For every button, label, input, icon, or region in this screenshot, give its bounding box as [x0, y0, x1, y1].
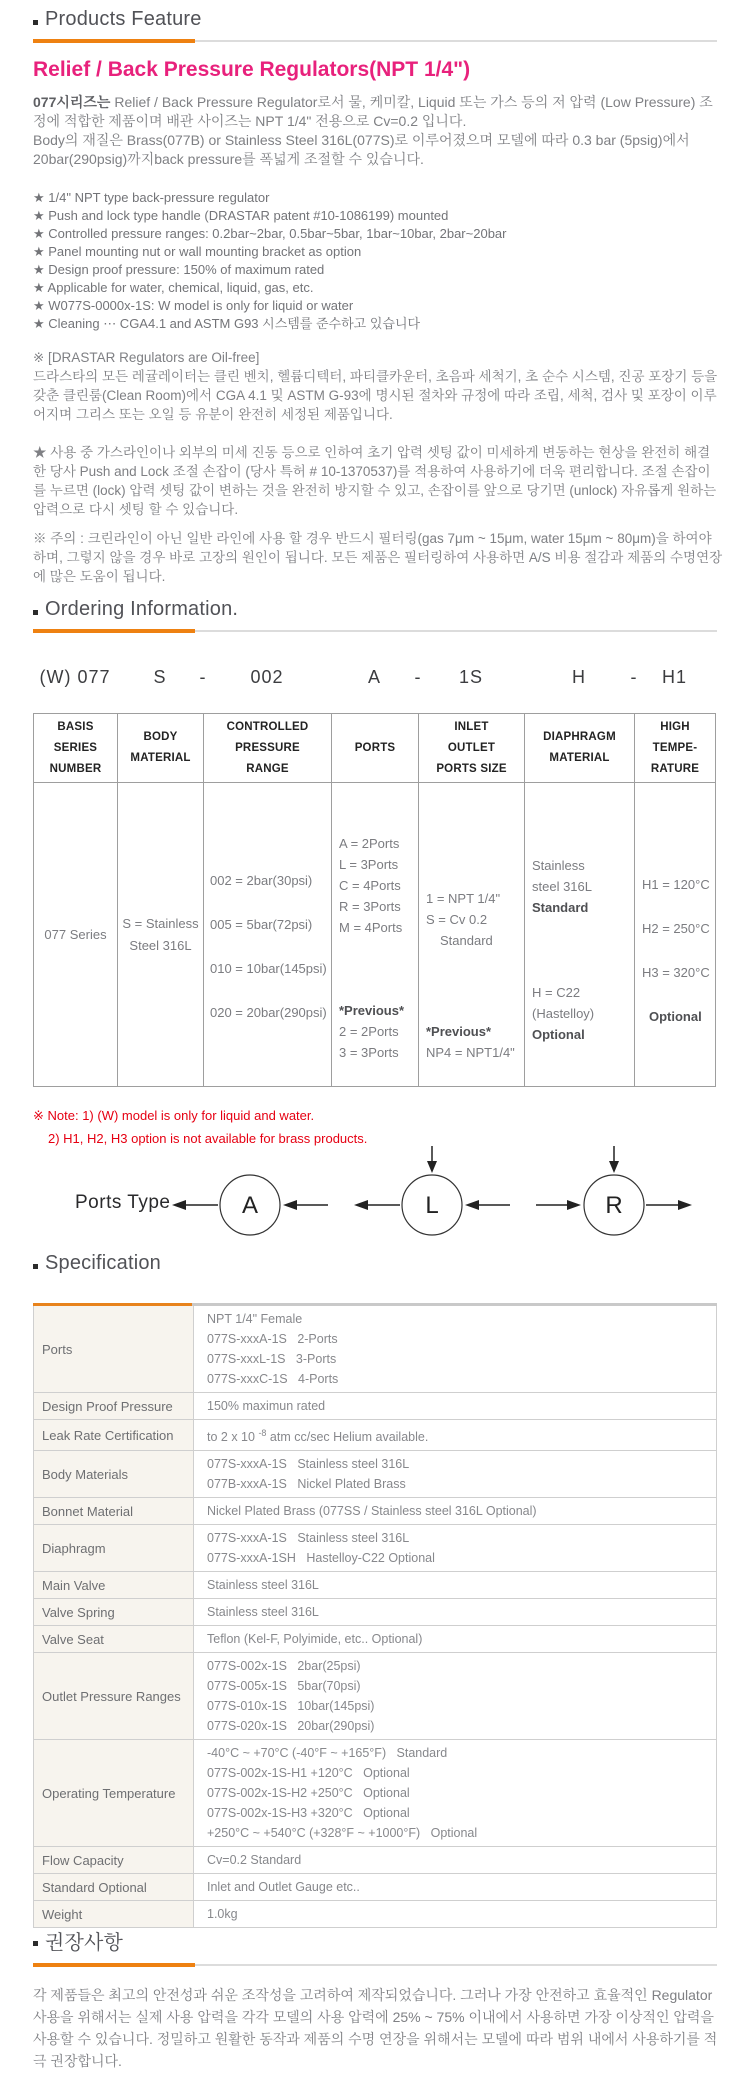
section-divider [33, 630, 717, 632]
feature-item: ★ Cleaning ⋯ CGA4.1 and ASTM G93 시스템를 준수하고 있습니다 [33, 316, 421, 331]
code-temp: H1 [661, 666, 687, 687]
section-title: 권장사항 [45, 1932, 124, 1954]
ports-type-label: Ports Type [75, 1192, 171, 1213]
spec-row-bonnet-material: Bonnet Material Nickel Plated Brass (077SS / Stainless steel 316L Optional) [34, 1498, 716, 1525]
intro-text: Relief / Back Pressure Regulator로서 물, 케미칼, Liquid 또는 가스 등의 저 압력 (Low Pressure) 조정에 적합한 제품이며 배관 사이즈는 NPT 1/4" 전용으로 Cv=0.2 입니다. [33, 94, 713, 129]
col-header-high-temperature: HIGH TEMPE- RATURE [635, 714, 716, 783]
feature-item: ★ Applicable for water, chemical, liquid, gas, etc. [33, 280, 314, 295]
square-bullet-icon [33, 1941, 38, 1946]
col-header-basis: BASIS SERIES NUMBER [34, 714, 118, 783]
note-line: ※ Note: 1) (W) model is only for liquid and water. [33, 1108, 315, 1123]
specification-table [33, 1303, 717, 1928]
spec-row-standard-optional: Standard Optional Inlet and Outlet Gauge etc.. [34, 1874, 716, 1901]
cell-ports: A = 2Ports L = 3Ports C = 4Ports R = 3Ports M = 4Ports *Previous* 2 = 2Ports 3 = 3Ports [332, 783, 419, 1087]
note-line: 2) H1, H2, H3 option is not available for brass products. [48, 1131, 368, 1146]
port-circle-label-a: A [241, 1192, 259, 1219]
col-header-pressure-range: CONTROLLED PRESSURE RANGE [204, 714, 332, 783]
port-circle-label-r: R [605, 1192, 623, 1219]
page-title: Relief / Back Pressure Regulators(NPT 1/4") [33, 58, 471, 81]
feature-item: ★ 1/4" NPT type back-pressure regulator [33, 190, 270, 205]
spec-row-flow-capacity: Flow Capacity Cv=0.2 Standard [34, 1847, 716, 1874]
spec-row-leak-rate: Leak Rate Certification to 2 x 10 $^{-8}$ atm cc/sec Helium available. [34, 1420, 716, 1451]
code-pressure: 002 [250, 666, 284, 687]
spec-row-weight: Weight 1.0kg [34, 1901, 716, 1928]
col-header-inlet-outlet: INLET OUTLET PORTS SIZE [419, 714, 525, 783]
cell-pressure-range: 002 = 2bar(30psi) 005 = 5bar(72psi) 010 = 10bar(145psi) 020 = 20bar(290psi) [204, 783, 332, 1087]
code-ports: A [367, 666, 381, 687]
spec-row-outlet-pressure-ranges: Outlet Pressure Ranges 077S-002x-1S 2bar(25psi) 077S-005x-1S 5bar(70psi) 077S-010x-1S 10bar(145psi) 077S-020x-1S 20bar(290psi) [34, 1653, 716, 1740]
section-title: Products Feature [45, 8, 202, 30]
intro-text-line2: Body의 재질은 Brass(077B) or Stainless Steel 316L(077S)로 이루어졌으며 모델에 따라 0.3 bar (5psig)에서 20bar(290psig)까지back pressure를 폭넓게 조절할 수 있습니다. [33, 132, 690, 167]
cell-inlet-outlet: 1 = NPT 1/4" S = Cv 0.2 Standard *Previous* NP4 = NPT1/4" [419, 783, 525, 1087]
notice-paragraph: ※ 주의 : 크린라인이 아닌 일반 라인에 사용 할 경우 반드시 필터링(gas 7μm ~ 15μm, water 15μm ~ 80μm)을 하여야 하며, 그렇지 않을 경우 바로 고장의 원인이 됩니다. 모든 제품은 필터링하여 사용하면 A/S 비용 절감과 제품의 수명연장에 많은 도움이 됩니다. [33, 531, 723, 584]
square-bullet-icon [33, 20, 38, 25]
col-header-body-material: BODY MATERIAL [118, 714, 204, 783]
code-inlet: 1S [458, 666, 484, 687]
cell-basis: 077 Series [34, 783, 118, 1087]
recommendation-paragraph: 각 제품들은 최고의 안전성과 쉬운 조작성을 고려하여 제작되었습니다. 그러나 가장 안전하고 효율적인 Regulator 사용을 위해서는 실제 사용 압력을 각각 모델의 사용 압력에 25% ~ 75% 이내에서 사용하면 가장 이상적인 압력을 사용할 수 있습니다. 정밀하고 원활한 동작과 제품의 수명 연장을 위해서는 모델에 따라 범위 내에서 사용하기를 적극 권장합니다. [33, 1987, 718, 2069]
feature-item: ★ Design proof pressure: 150% of maximum rated [33, 262, 325, 277]
square-bullet-icon [33, 610, 38, 615]
spec-row-body-materials: Body Materials 077S-xxxA-1S Stainless steel 316L 077B-xxxA-1S Nickel Plated Brass [34, 1451, 716, 1498]
code-body-material: S [153, 666, 167, 687]
spec-row-ports: Ports NPT 1/4" Female 077S-xxxA-1S 2-Ports 077S-xxxL-1S 3-Ports 077S-xxxC-1S 4-Ports [34, 1306, 716, 1393]
intro-series-name: 077시리즈는 [33, 94, 111, 110]
spec-row-operating-temperature: Operating Temperature -40°C ~ +70°C (-40°F ~ +165°F) Standard 077S-002x-1S-H1 +120°C Optional 077S-002x-1S-H2 +250°C Optional 077S-002x-1S-H3 +320°C Optional +250°C ~ +540°C (+328°F ~ +1000°F) Optional [34, 1740, 716, 1847]
spec-row-valve-spring: Valve Spring Stainless steel 316L [34, 1599, 716, 1626]
oilfree-body: 드라스타의 모든 레귤레이터는 클린 벤치, 헬륨디텍터, 파티클카운터, 초음파 세척기, 초 순수 시스템, 진공 포장기 등을 갖춘 클린룸(Clean Room)에서 CGA 4.1 및 ASTM G-93에 명시된 절차와 규정에 따라 조립, 세척, 검사 및 포장이 이루어지며 그리스 또는 오일 등 유분이 완전히 세정된 제품입니다. [33, 369, 718, 422]
cell-diaphragm: Stainless steel 316L Standard H = C22 (Hastelloy) Optional [525, 783, 635, 1087]
oilfree-title: ※ [DRASTAR Regulators are Oil-free] [33, 350, 260, 365]
col-header-ports: PORTS [332, 714, 419, 783]
spec-row-main-valve: Main Valve Stainless steel 316L [34, 1572, 716, 1599]
feature-item: ★ Controlled pressure ranges: 0.2bar~2bar, 0.5bar~5bar, 1bar~10bar, 2bar~20bar [33, 226, 507, 241]
code-dash: - [199, 666, 207, 687]
col-header-diaphragm: DIAPHRAGM MATERIAL [525, 714, 635, 783]
cell-high-temperature: H1 = 120°C H2 = 250°C H3 = 320°C Optional [635, 783, 716, 1087]
spec-row-design-proof-pressure: Design Proof Pressure 150% maximun rated [34, 1393, 716, 1420]
section-divider [33, 40, 717, 42]
section-header-recommendation [33, 1926, 717, 1966]
square-bullet-icon [33, 1264, 38, 1269]
ordering-table-header-row [34, 714, 716, 783]
code-diaphragm: H [572, 666, 586, 687]
port-circle-label-l: L [425, 1192, 439, 1219]
feature-item: ★ Push and lock type handle (DRASTAR patent #10-1086199) mounted [33, 208, 449, 223]
spec-row-valve-seat: Valve Seat Teflon (Kel-F, Polyimide, etc.. Optional) [34, 1626, 716, 1653]
section-header-ordering-information [33, 598, 717, 632]
section-title: Ordering Information. [45, 598, 239, 620]
section-header-specification [33, 1252, 717, 1275]
feature-item: ★ W077S-0000x-1S: W model is only for liquid or water [33, 298, 354, 313]
code-basis: (W) 077 [39, 666, 111, 687]
ordering-code [33, 663, 715, 691]
intro-paragraph [33, 93, 723, 169]
spec-row-diaphragm: Diaphragm 077S-xxxA-1S Stainless steel 316L 077S-xxxA-1SH Hastelloy-C22 Optional [34, 1525, 716, 1572]
feature-item: ★ Panel mounting nut or wall mounting bracket as option [33, 244, 362, 259]
feature-list [33, 189, 723, 333]
ordering-table-body-row [34, 783, 716, 1087]
oilfree-paragraph [33, 348, 723, 424]
section-header-products-feature [33, 8, 717, 42]
section-title: Specification [45, 1252, 161, 1274]
code-dash: - [630, 666, 638, 687]
cell-body-material: S = Stainless Steel 316L [118, 783, 204, 1087]
pushlock-paragraph: ★ 사용 중 가스라인이나 외부의 미세 진동 등으로 인하여 초기 압력 셋팅 값이 미세하게 변동하는 현상을 완전히 해결한 당사 Push and Lock 조절 손잡이 (당사 특허 # 10-1370537)를 적용하여 사용하기에 더욱 편리합니다. 조절 손잡이를 누르면 (lock) 압력 셋팅 값이 변하는 것을 완전히 방지할 수 있고, 손잡이를 앞으로 당기면 (unlock) 자유롭게 원하는 압력으로 다시 셋팅 할 수 있습니다. [33, 445, 717, 517]
code-dash: - [414, 666, 422, 687]
ordering-table [33, 713, 716, 1087]
section-divider [33, 1964, 717, 1966]
